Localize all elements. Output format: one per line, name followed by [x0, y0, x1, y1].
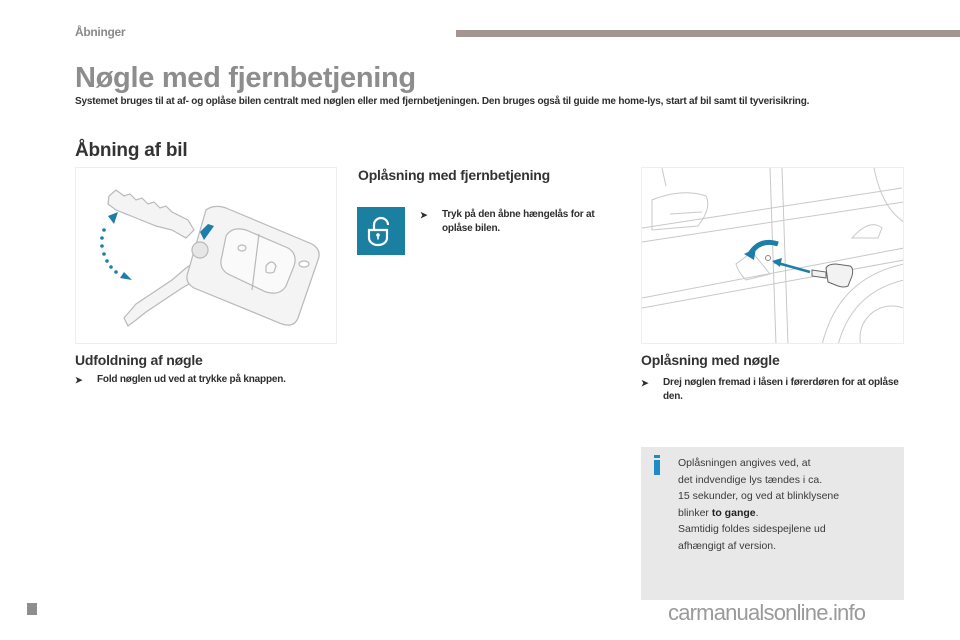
arrow-right-icon: ➤	[641, 378, 649, 388]
info-line: afhængigt af version.	[678, 539, 777, 552]
section-label: Åbninger	[75, 25, 126, 39]
info-line: 15 sekunder, og ved at blinklysene	[678, 490, 840, 502]
bullet-text: Tryk på den åbne hængelås for at oplåse bilen.	[442, 209, 595, 234]
heading-key-unlock: Oplåsning med nøgle	[641, 352, 780, 368]
info-text-span: blinker	[678, 506, 712, 519]
car-door-icon	[642, 168, 904, 344]
info-text-span: .	[755, 506, 759, 519]
key-fob-icon	[76, 168, 337, 344]
bullet-fold-key	[75, 373, 345, 387]
intro-text: Systemet bruges til at af- og oplåse bilen centralt med nøglen eller med fjernbetjeningen. Den bruges også til guide me home-lys, start af bil samt til tyverisikring.	[75, 96, 810, 107]
arrow-right-icon: ➤	[75, 375, 83, 385]
info-icon	[653, 455, 662, 475]
bullet-remote-unlock	[420, 208, 615, 236]
bullet-text: Drej nøglen fremad i låsen i førerdøren for at oplåse den.	[663, 377, 899, 402]
info-line: Oplåsningen angives ved, at	[678, 457, 811, 469]
car-door-key-illustration	[641, 167, 904, 344]
bullet-text: Fold nøglen ud ved at trykke på knappen.	[97, 374, 286, 385]
info-line	[678, 505, 898, 522]
unlock-padlock-icon	[364, 214, 398, 248]
info-line: det indvendige lys tændes i ca.	[678, 473, 823, 486]
info-text	[678, 455, 898, 554]
subtitle-opening-car: Åbning af bil	[75, 140, 188, 161]
info-emphasis: to gange	[711, 506, 756, 519]
info-line: Samtidig foldes sidespejlene ud	[678, 523, 826, 535]
arrow-right-icon: ➤	[420, 210, 428, 220]
heading-remote-unlock: Oplåsning med fjernbetjening	[358, 167, 550, 183]
bullet-key-unlock	[641, 376, 906, 404]
unlock-padlock-button	[357, 207, 405, 255]
key-unfolding-illustration	[75, 167, 337, 344]
page-title: Nøgle med fjernbetjening	[75, 62, 416, 94]
page-number	[27, 603, 37, 615]
watermark-link[interactable]: carmanualsonline.info	[668, 600, 866, 625]
heading-fold-key: Udfoldning af nøgle	[75, 352, 203, 368]
header-bar	[456, 30, 960, 37]
